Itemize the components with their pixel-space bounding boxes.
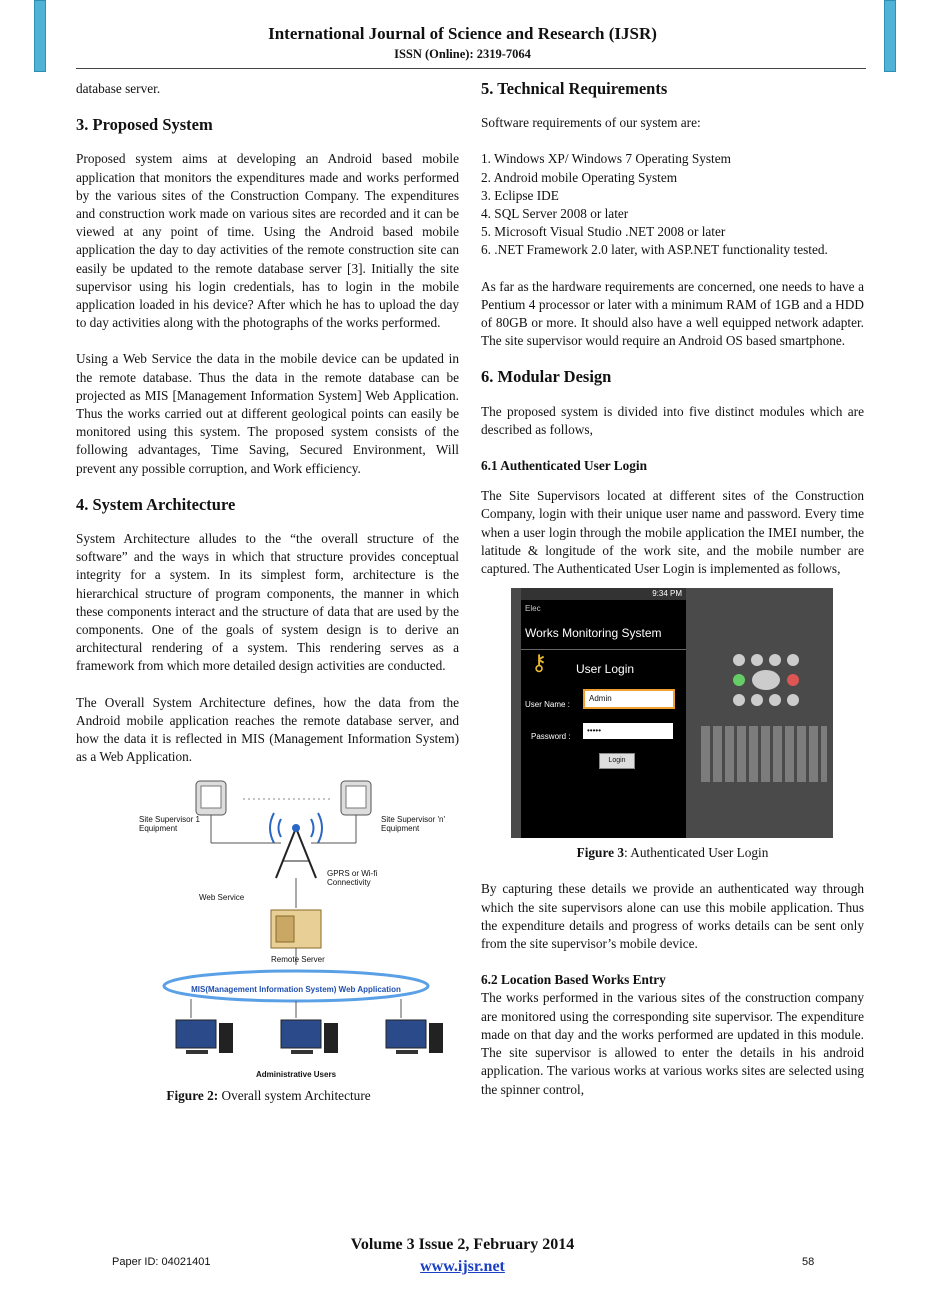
tablet-n-icon [341, 781, 371, 815]
username-label: User Name : [525, 700, 570, 710]
figure-3-text: : Authenticated User Login [624, 845, 769, 861]
computer-icon-1 [176, 1020, 233, 1054]
section-3-paragraph-2: Using a Web Service the data in the mobile device can be updated in the remote database. Thus the data in the remote database can be projected as MIS [Management Information System] Web Application. Thus the works carried out at different geological points can easily be monitored using this system. The proposed system consists of the following advantages, Time Saving, Secured Environment, Will prevent any possible corruption, and Work efficiency. [76, 351, 459, 476]
list-item: 2. Android mobile Operating System [481, 169, 678, 185]
section-6-title: 6. Modular Design [481, 367, 612, 387]
tablet-1-icon [196, 781, 226, 815]
label-supervisor-n: Site Supervisor 'n' Equipment [381, 814, 445, 833]
label-gprs: GPRS or Wi-fi Connectivity [327, 868, 378, 887]
login-title: User Login [576, 662, 635, 677]
dpad-icon [699, 648, 824, 708]
journal-issn: ISSN (Online): 2319-7064 [394, 47, 531, 61]
footer-website-link[interactable]: www.ijsr.net [420, 1258, 505, 1275]
figure-3-caption [481, 844, 864, 862]
footer-volume: Volume 3 Issue 2, February 2014 [350, 1236, 575, 1253]
server-icon [271, 910, 321, 948]
computer-icon-3 [386, 1020, 443, 1054]
subsection-6-1-paragraph-2: By capturing these details we provide an authenticated way through which the site supervisors alone can use this mobile application. Thus the expenditure details and progress of works details can be sent only from the site supervisor’s mobile device. [481, 881, 864, 952]
label-admin-users: Administrative Users [255, 1069, 337, 1079]
username-field[interactable]: Admin [583, 689, 675, 709]
list-item: 4. SQL Server 2008 or later [481, 206, 629, 222]
footer-paper-id: Paper ID: 04021401 [112, 1256, 211, 1268]
computer-icon-2 [281, 1020, 338, 1054]
section-4-paragraph-1: System Architecture alludes to the “the overall structure of the software” and the ways in which that structure provides conceptual integrity for a system. In its simplest form, architecture is the hierarchical structure of program components, the manner in which these components interact and the structure of data that are used by the components. One of the goals of system design is to derive an architectural rendering of a system. This rendering serves as a framework from which more detailed design activities are conducted. [76, 531, 459, 674]
label-remote-server: Remote Server [271, 954, 325, 964]
screen-title: Works Monitoring System [521, 618, 686, 649]
figure-2-text: Overall system Architecture [218, 1087, 371, 1103]
journal-title: International Journal of Science and Research (IJSR) [268, 24, 657, 43]
section-3-paragraph-1: Proposed system aims at developing an Android based mobile application that monitors the expenditures made and works performed by the various sites of the Construction Company. The expenditures and construction work made on various sites are recorded and it can be viewed at any point of time. Using the Android based mobile application the day to day activities of the remote construction site can easily be updated to the remote database server [3]. Initially the site supervisor using his login credentials, has to login in the mobile application loaded in his device? After which he has to upload the day to day activities along with the photographs of the works performed. [76, 151, 459, 331]
section-6-intro: The proposed system is divided into five distinct modules which are described as follows, [481, 403, 864, 437]
section-5-intro: Software requirements of our system are: [481, 115, 701, 131]
label-mis: MIS(Management Information System) Web Application [191, 984, 401, 994]
section-4-paragraph-2: The Overall System Architecture defines, how the data from the Android mobile application reaches the remote database server, and how the data it is reflected in MIS (Management Information System) as a Web Application. [76, 694, 459, 765]
subsection-6-2-title: 6.2 Location Based Works Entry [481, 972, 666, 988]
emulator-controls [699, 648, 824, 708]
section-5-title: 5. Technical Requirements [481, 79, 668, 98]
intro-text: database server. [76, 81, 161, 96]
figure-2-diagram [131, 773, 461, 1083]
subsection-6-1-title: 6.1 Authenticated User Login [481, 458, 647, 474]
list-item: 5. Microsoft Visual Studio .NET 2008 or later [481, 224, 726, 240]
subsection-6-2-paragraph: The works performed in the various sites of the construction company are monitored using the corresponding site supervisor. The expenditure made on that day and the works performed are updated in this module. The site supervisor is allowed to enter the details in his android application. The various works at various works sites are selected using the spinner control, [481, 990, 864, 1097]
figure-2-label: Figure 2: [166, 1087, 219, 1103]
figure-3-screenshot [511, 588, 833, 838]
status-bar: 9:34 PM [521, 588, 686, 600]
password-label: Password : [531, 732, 571, 742]
section-4-title: 4. System Architecture [76, 494, 236, 514]
label-supervisor-1: Site Supervisor 1 Equipment [139, 814, 200, 833]
tower-icon [270, 813, 322, 878]
right-column [481, 80, 864, 1117]
login-button[interactable]: Login [599, 753, 635, 769]
footer-page-number: 58 [802, 1256, 815, 1268]
hardware-requirements: As far as the hardware requirements are concerned, one needs to have a Pentium 4 processor or later with a minimum RAM of 1GB and a HDD of 80GB or more. It should also have a well equipped network adapter. The site supervisor would require an Android OS based smartphone. [481, 278, 864, 349]
header-rule [76, 68, 866, 69]
left-column [76, 80, 459, 1105]
emulator-keyboard [701, 726, 827, 782]
figure-3-label: Figure 3 [576, 845, 624, 861]
key-icon: ⚷ [531, 650, 548, 676]
software-requirements-list [481, 150, 864, 259]
section-3-title: 3. Proposed System [76, 115, 213, 135]
password-field[interactable]: ••••• [583, 723, 673, 739]
subsection-6-1-paragraph: The Site Supervisors located at different sites of the Construction Company, login with their unique user name and password. Every time when a user login through the mobile application the IMEI number, the latitude & longitude of the work site, and the mobile number are captured. The Authenticated User Login is implemented as follows, [481, 488, 864, 577]
list-item: 3. Eclipse IDE [481, 187, 559, 203]
phone-screen [521, 588, 686, 838]
list-item: 1. Windows XP/ Windows 7 Operating System [481, 151, 731, 167]
app-name: Elec [525, 604, 541, 614]
label-web-service: Web Service [199, 892, 245, 902]
figure-2-caption [76, 1087, 459, 1105]
list-item: 6. .NET Framework 2.0 later, with ASP.NET functionality tested. [481, 242, 828, 258]
